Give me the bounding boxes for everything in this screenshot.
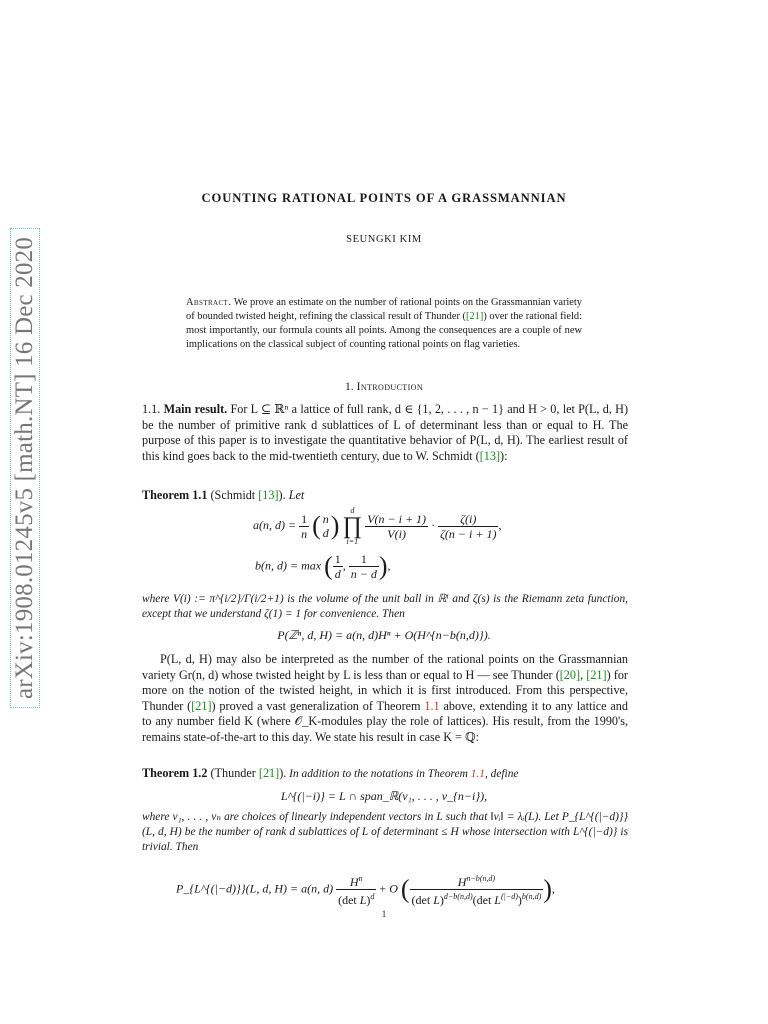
fraction-h-n-over-det: $\frac{H^n}{(\det L)^d}$ — [338, 874, 375, 907]
multiplication-dot: · — [431, 517, 436, 532]
fraction-zeta-ratio: $\frac{\zeta(i)}{\zeta(n - i + 1)}$ — [440, 511, 497, 541]
fraction-one-over-n-minus-d: $\frac{1}{n - d}$ — [350, 552, 377, 581]
abstract-label: Abstract. — [186, 297, 232, 308]
main-result-text-2: ): — [500, 448, 508, 463]
theorem-1-1-ref-link[interactable]: 1.1 — [424, 698, 440, 713]
binomial-close-paren: ) — [330, 511, 340, 540]
equation-b-n-d: b(n, d) = max ( $\frac{1}{d}$ , $\frac{1}{n - d}$ ), — [255, 551, 391, 581]
para-2-text-2: ) for more on the notion of the twisted height, in which it is first introduced. From this perspective, Thunder ( — [142, 667, 628, 713]
theorem-1-2-attribution-post: ). — [279, 766, 287, 780]
section-heading — [0, 380, 768, 393]
theorem-1-1-attribution-post: ). — [278, 488, 286, 502]
theorem-1-1-attribution-pre: (Schmidt — [207, 488, 259, 502]
para-2-text-3: ) proved a vast generalization of Theorem — [211, 698, 425, 713]
fraction-volume-ratio: $\frac{V(n - i + 1)}{V(i)}$ — [367, 511, 427, 541]
max-open-paren: ( — [324, 551, 333, 581]
theorem-1-2-lead-2: , define — [484, 768, 519, 780]
theorem-1-2-body: where v₁, . . . , vₙ are choices of linearly independent vectors in L such that ‖vᵢ‖ = λᵢ(L). Let P_{L^{(|−d)}}(L, d, H) be the number of rank d sublattices of L of determinant ≤ H whose intersection with L^{(|−d)} is trivial. Then — [142, 811, 628, 853]
fraction-one-over-n: $\frac{1}{n}$ — [301, 511, 308, 541]
para-2-text-4: above, extending it to any lattice and to any number field K (where 𝒪_K-modules play the role of lattices). His result, from the 1990's, remains state-of-the-art to this day. We state his result in case K = ℚ: — [142, 698, 628, 744]
section-title: Introduction — [356, 380, 424, 393]
equation-a-n-d: a(n, d) = $\frac{1}{n}$ ( n d ) d ∏ i=1 $\frac{V(n - i + 1)}{V(i)}$ · $\frac{\zeta(i)}{\zeta(n - i + 1)}$ , — [253, 506, 502, 546]
theorem-1-1-label: Theorem 1.1 — [142, 488, 208, 502]
theorem-1-2-lead-1: In addition to the notations in Theorem — [286, 768, 471, 780]
para-2-citation-link-21[interactable]: [21] — [586, 667, 607, 682]
theorem-1-1-body: where V(i) := π^{i/2}/Γ(i/2+1) is the volume of the unit ball in ℝⁱ and ζ(s) is the Riemann zeta function, except that we understand ζ(1) = 1 for convenience. Then — [142, 593, 628, 620]
big-o-open-paren: ( — [400, 874, 410, 904]
theorem-1-2-main-equation: P_{L^{(|−d)}}(L, d, H) = a(n, d) $\frac{H^n}{(\det L)^d}$ + O ( $\frac{H^{n-b(n,d)}}{(\det L)^{d-b(n,d)}(\det L^{(|-d)})^{b(n,d)}}$ ), — [176, 874, 555, 907]
fraction-one-over-d: $\frac{1}{d}$ — [334, 552, 341, 581]
para-2-separator: , — [580, 667, 587, 682]
theorem-1-2-attribution-pre: (Thunder — [207, 766, 259, 780]
abstract — [186, 296, 582, 352]
theorem-1-2-ref-link[interactable]: 1.1 — [470, 768, 485, 780]
theorem-1-2-header — [142, 766, 628, 783]
fraction-error-term: $\frac{H^{n-b(n,d)}}{(\det L)^{d-b(n,d)}(\det L^{(|-d)})^{b(n,d)}}$ — [411, 874, 542, 907]
para-2-citation-link-21-b[interactable]: [21] — [191, 698, 212, 713]
arxiv-identifier: arXiv:1908.01245v5 [math.NT] 16 Dec 2020 — [11, 236, 38, 700]
paper-author: SEUNGKI KIM — [346, 234, 422, 245]
abstract-text-1: We prove an estimate on the number of rational points on the Grassmannian variety of bounded twisted height, refining the classical result of Thunder ( — [186, 297, 582, 322]
main-result-paragraph — [142, 402, 628, 464]
big-o-close-paren: ) — [543, 874, 552, 904]
theorem-1-2-citation-link[interactable]: [21] — [258, 766, 280, 780]
abstract-text-2: ) over the rational field: most importantly, our formula counts all points. Among the consequences are a couple of new implications on the classical subject of counting rational points on flag varieties. — [186, 311, 583, 350]
main-result-text-1: For L ⊆ ℝⁿ a lattice of full rank, d ∈ {1, 2, . . . , n − 1} and H > 0, let P(L, d, H) be the number of primitive rank d sublattices of L of determinant less than or equal to H. The purpose of this paper is to investigate the quantitative behavior of P(L, d, H). The earliest result of this kind goes back to the mid-twentieth century, due to W. Schmidt ( — [142, 402, 628, 463]
theorem-1-1-lead: Let — [285, 488, 305, 502]
para-2-text-1: P(L, d, H) may also be interpreted as the number of the rational points on the Grassmannian variety Gr(n, d) whose twisted height by L is less than or equal to H — see Thunder ( — [142, 652, 628, 682]
page-number: 1 — [381, 909, 387, 919]
theorem-1-1-header — [142, 488, 628, 504]
theorem-1-2-label: Theorem 1.2 — [142, 766, 208, 780]
binomial-open-paren: ( — [312, 511, 321, 540]
paper-title: COUNTING RATIONAL POINTS OF A GRASSMANNIAN — [201, 191, 567, 205]
equation-b-lhs: b(n, d) = max — [255, 558, 322, 573]
binomial-n-choose-d: n d — [322, 512, 329, 540]
section-number: 1. — [344, 380, 354, 393]
subsection-heading: Main result. — [163, 402, 228, 416]
product-symbol: d ∏ i=1 — [342, 506, 363, 546]
theorem-1-2-main-lhs: P_{L^{(|−d)}}(L, d, H) = a(n, d) — [176, 881, 334, 896]
grassmannian-paragraph — [142, 652, 628, 746]
equation-a-lhs: a(n, d) = — [253, 517, 297, 532]
para-2-citation-link-20[interactable]: [20] — [559, 667, 581, 682]
theorem-1-2-definition-equation: L^{(|−i)} = L ∩ span_ℝ(v₁, . . . , v_{n−i}), — [280, 789, 488, 803]
max-close-paren: ) — [378, 551, 388, 581]
theorem-1-1-citation-link[interactable]: [13] — [258, 488, 279, 502]
abstract-citation-link[interactable]: [21] — [466, 311, 484, 322]
subsection-number: 1.1. — [142, 402, 161, 416]
theorem-1-1-main-equation: P(ℤⁿ, d, H) = a(n, d)Hⁿ + O(H^{n−b(n,d)}). — [277, 628, 491, 642]
main-result-citation-link[interactable]: [13] — [479, 448, 501, 463]
